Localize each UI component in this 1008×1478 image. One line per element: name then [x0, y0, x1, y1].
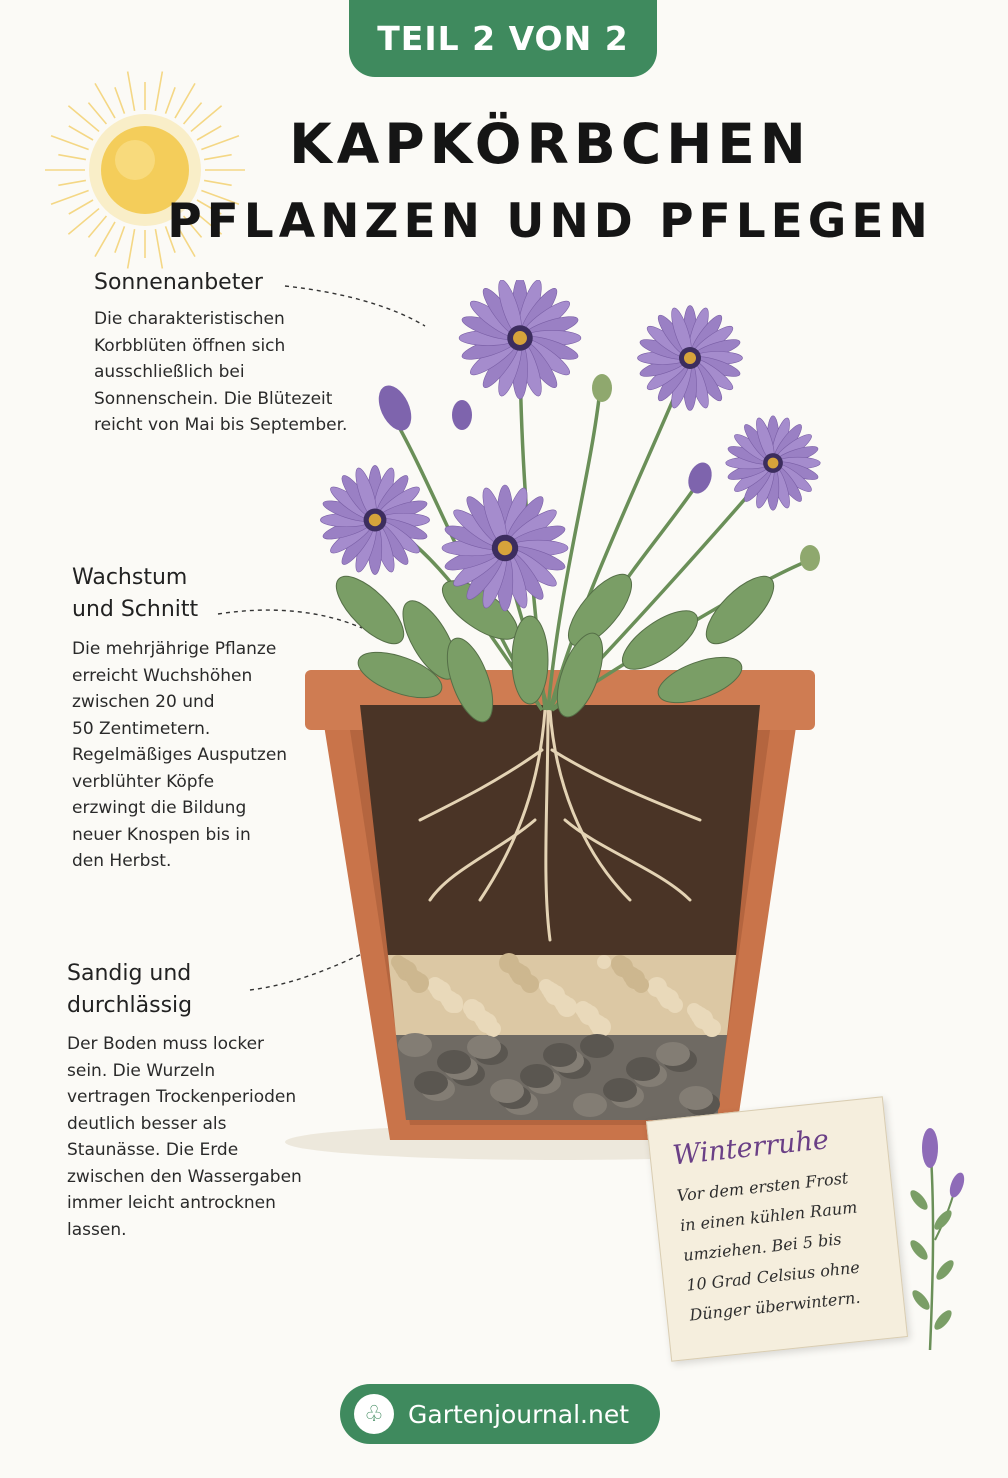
part-badge: TEIL 2 VON 2: [349, 0, 657, 77]
winter-note-text: Vor dem ersten Frost in einen kühlen Raum umziehen. Bei 5 bis 10 Grad Celsius ohne Dünger überwintern.: [675, 1168, 862, 1325]
winter-note-heading: Winterruhe: [671, 1124, 831, 1172]
section-text-sun: Die charakteristischen Korbblüten öffnen sich ausschließlich bei Sonnenschein. Die Blütezeit reicht von Mai bis September.: [94, 309, 348, 435]
section-heading-growth: Wachstum und Schnitt: [72, 565, 199, 622]
section-heading-sun: Sonnenanbeter: [94, 270, 263, 295]
section-text-growth: Die mehrjährige Pflanze erreicht Wuchshöhen zwischen 20 und 50 Zentimetern. Regelmäßiges Ausputzen verblühter Köpfe erzwingt die Bildung neuer Knospen bis in den Herbst.: [72, 639, 288, 871]
lavender-sprig-icon: [895, 1120, 975, 1360]
section-text-soil: Der Boden muss locker sein. Die Wurzeln vertragen Trockenperioden deutlich besser als Staunässe. Die Erde zwischen den Wassergaben immer leicht antrocknen lassen.: [67, 1034, 302, 1240]
soil-layer: [360, 705, 760, 955]
hand-plant-icon: ♧: [354, 1394, 394, 1434]
footer-link[interactable]: [340, 1384, 660, 1444]
winter-note-card: [646, 1096, 908, 1362]
footer-label: Gartenjournal.net: [408, 1399, 630, 1429]
section-heading-soil: Sandig und durchlässig: [67, 961, 193, 1018]
page-subtitle: PFLANZEN UND PFLEGEN: [167, 194, 933, 249]
plant-pot-illustration: [280, 280, 840, 1160]
page-title: KAPKÖRBCHEN: [289, 112, 811, 176]
